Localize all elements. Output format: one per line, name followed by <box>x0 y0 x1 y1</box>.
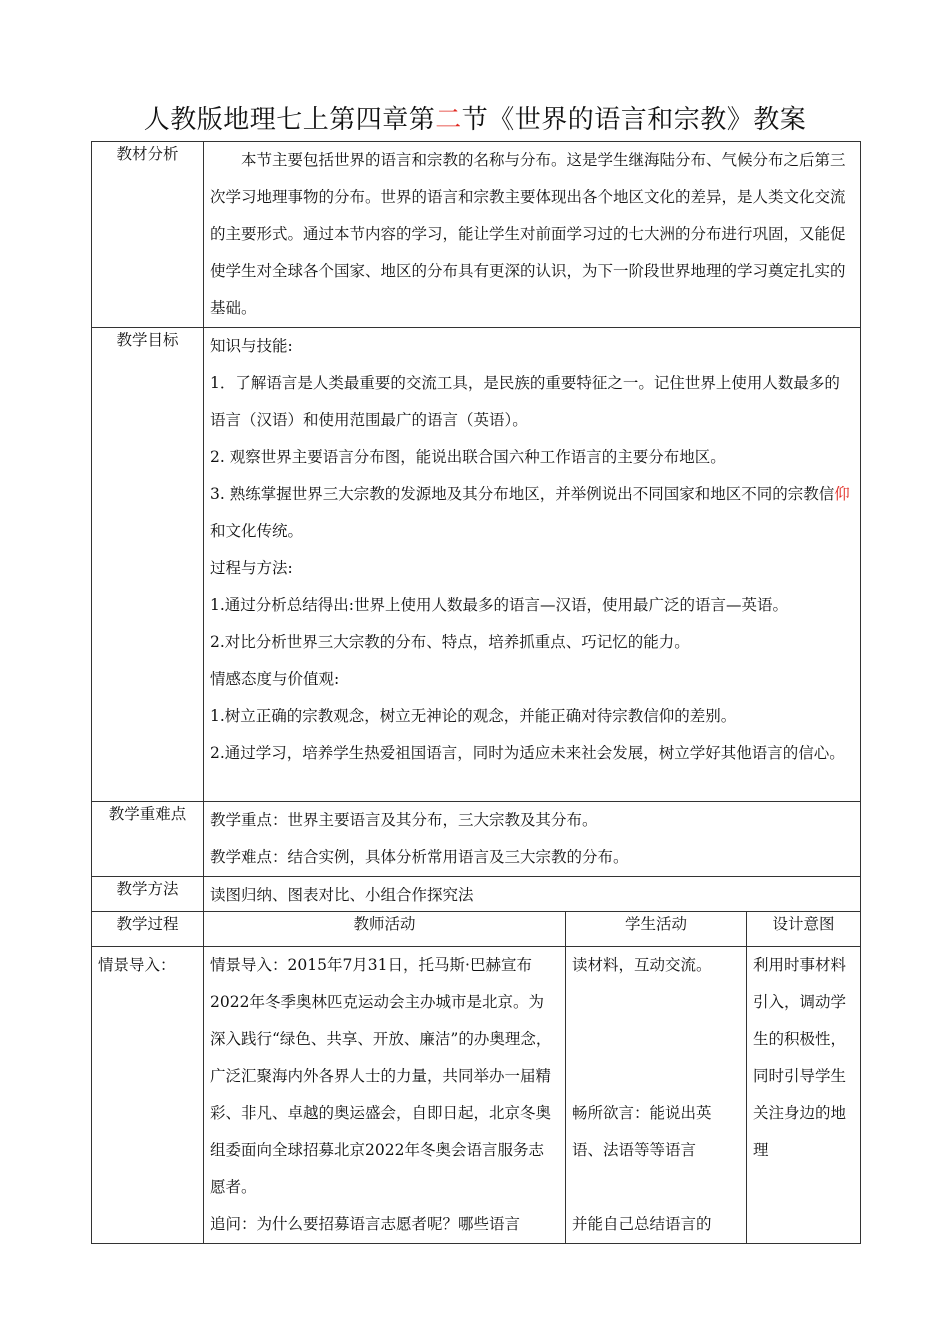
teacher-followup: 追问：为什么要招募语言志愿者呢？哪些语言 <box>210 1215 521 1233</box>
goal-knowledge-2: 2. 观察世界主要语言分布图，能说出联合国六种工作语言的主要分布地区。 <box>210 448 726 466</box>
label-keypoints: 教学重难点 <box>92 802 204 877</box>
lesson-plan-table <box>91 141 861 1244</box>
teacher-activity: 情景导入：2015年7月31日，托马斯·巴赫宣布2022年冬季奥林匹克运动会主办城市是北京。为深入践行“绿色、共享、开放、廉洁”的办奥理念，广泛汇聚海内外各界人士的力量，共同举办一届精彩、非凡、卓越的奥运盛会，自即日起，北京冬奥组委面向全球招募北京2022年冬奥会语言服务志愿者。 <box>210 956 552 1196</box>
label-goals: 教学目标 <box>92 328 204 802</box>
analysis-text-cell <box>204 142 861 328</box>
header-student: 学生活动 <box>566 912 747 947</box>
goal-knowledge-1: 1．了解语言是人类最重要的交流工具，是民族的重要特征之一。记住世界上使用人数最多的语言（汉语）和使用范围最广的语言（英语）。 <box>210 374 840 429</box>
teaching-focus: 教学重点：世界主要语言及其分布，三大宗教及其分布。 <box>210 811 598 829</box>
keypoints-cell <box>204 802 861 877</box>
intent-cell <box>747 947 861 1244</box>
header-teacher: 教师活动 <box>204 912 566 947</box>
row-keypoints <box>92 802 861 877</box>
header-intent: 设计意图 <box>747 912 861 947</box>
method-text: 读图归纳、图表对比、小组合作探究法 <box>210 886 474 904</box>
design-intent: 利用时事材料引入，调动学生的积极性，同时引导学生关注身边的地理 <box>753 956 847 1159</box>
goal-attitude-1: 1.树立正确的宗教观念，树立无神论的观念，并能正确对待宗教信仰的差别。 <box>210 707 737 725</box>
method-cell <box>204 877 861 912</box>
header-stage: 教学过程 <box>92 912 204 947</box>
student-activity-1: 读材料，互动交流。 <box>572 956 712 974</box>
stage-cell <box>92 947 204 1244</box>
label-analysis: 教材分析 <box>92 142 204 328</box>
analysis-text: 本节主要包括世界的语言和宗教的名称与分布。这是学生继海陆分布、气候分布之后第三次学习地理事物的分布。世界的语言和宗教主要体现出各个地区文化的差异，是人类文化交流的主要形式。通过本节内容的学习，能让学生对前面学习过的七大洲的分布进行巩固，又能促使学生对全球各个国家、地区的分布具有更深的认识，为下一阶段世界地理的学习奠定扎实的基础。 <box>210 151 846 317</box>
goals-heading-knowledge: 知识与技能: <box>210 337 293 355</box>
goals-cell <box>204 328 861 802</box>
row-analysis <box>92 142 861 328</box>
goals-heading-attitude: 情感态度与价值观: <box>210 670 340 688</box>
student-cell <box>566 947 747 1244</box>
goal-process-1: 1.通过分析总结得出:世界上使用人数最多的语言—汉语，使用最广泛的语言—英语。 <box>210 596 789 614</box>
teacher-cell <box>204 947 566 1244</box>
row-method <box>92 877 861 912</box>
row-process-intro <box>92 947 861 1244</box>
goals-heading-process: 过程与方法: <box>210 559 293 577</box>
row-goals <box>92 328 861 802</box>
label-method: 教学方法 <box>92 877 204 912</box>
teaching-difficulty: 教学难点：结合实例，具体分析常用语言及三大宗教的分布。 <box>210 848 629 866</box>
student-activity-2: 畅所欲言：能说出英语、法语等等语言 <box>572 1104 712 1159</box>
goal-process-2: 2.对比分析世界三大宗教的分布、特点，培养抓重点、巧记忆的能力。 <box>210 633 690 651</box>
student-activity-3: 并能自己总结语言的 <box>572 1215 712 1233</box>
stage-label: 情景导入： <box>98 956 176 974</box>
goal-knowledge-3: 3. 熟练掌握世界三大宗教的发源地及其分布地区，并举例说出不同国家和地区不同的宗教信仰和文化传统。 <box>210 485 850 540</box>
row-process-header <box>92 912 861 947</box>
page-title: 人教版地理七上第四章第二节《世界的语言和宗教》教案 <box>143 105 807 135</box>
goal-attitude-2: 2.通过学习，培养学生热爱祖国语言，同时为适应未来社会发展，树立学好其他语言的信心。 <box>210 744 845 762</box>
